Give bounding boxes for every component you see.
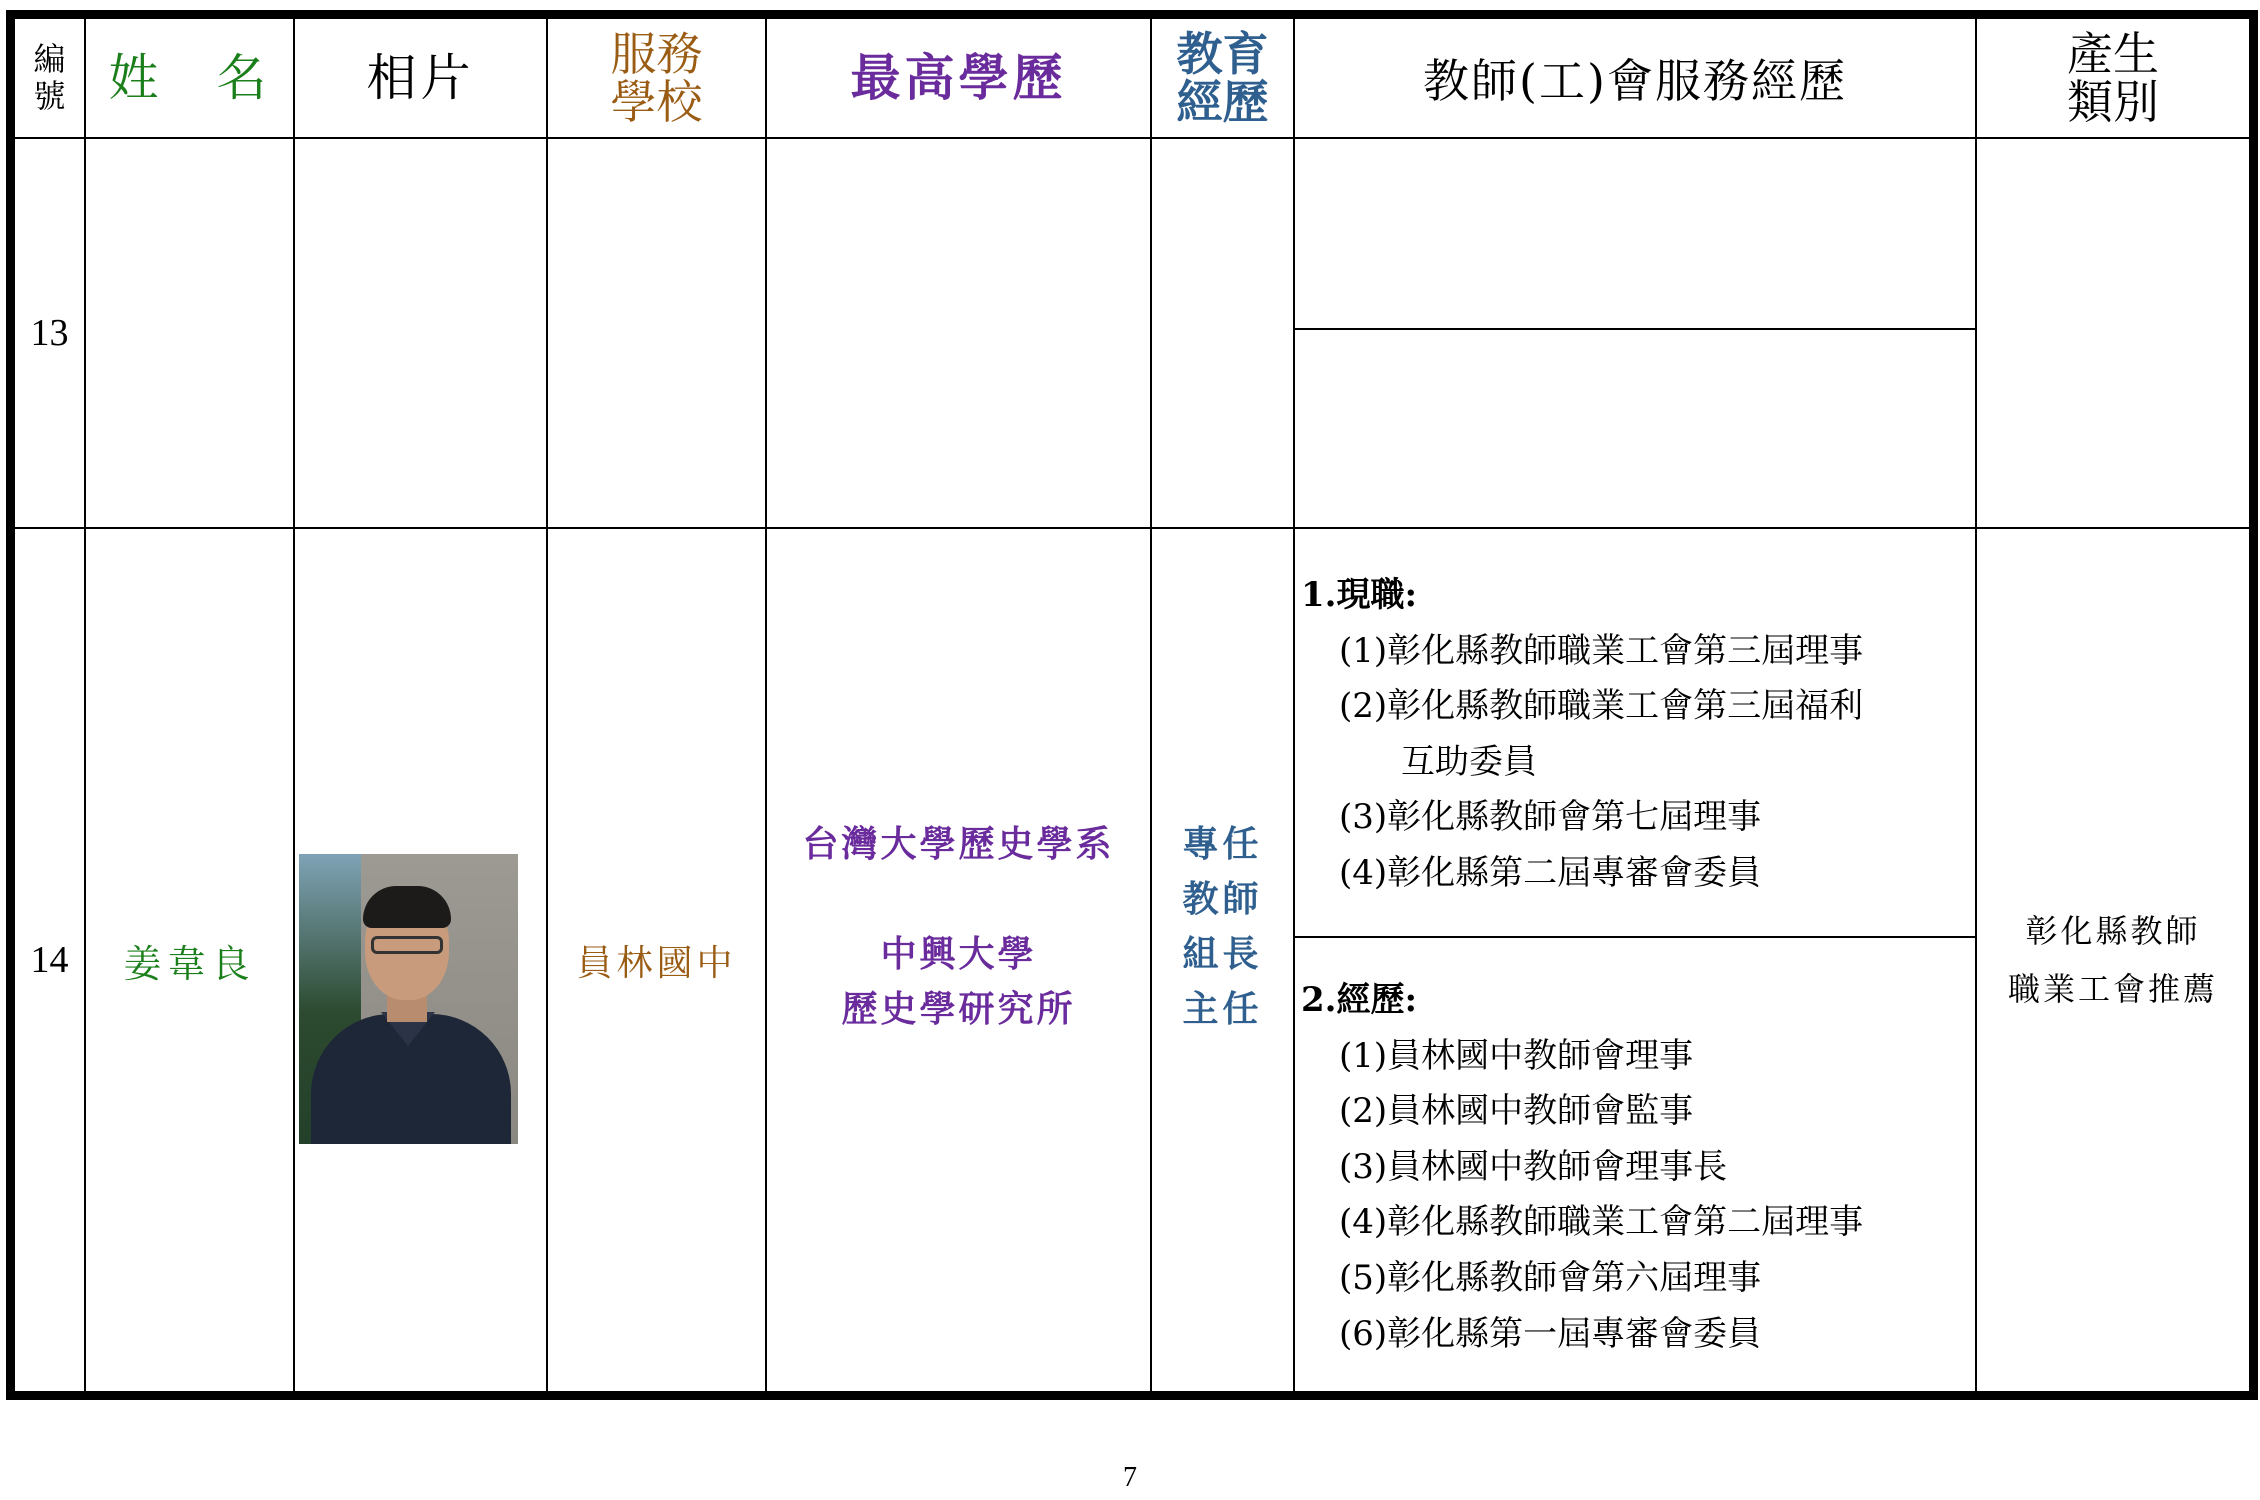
past-item: (5)彰化縣教師會第六屆理事: [1339, 1257, 1762, 1298]
page-number: 7: [1123, 1462, 1137, 1493]
current-positions: [1301, 568, 1971, 902]
photo-glasses: [371, 936, 443, 954]
past-experience: [1301, 973, 1971, 1362]
past-title: 2.經歷:: [1301, 980, 1418, 1020]
header-teaching: [1152, 19, 1293, 137]
header-name: [86, 19, 293, 137]
current-title: 1.現職:: [1301, 575, 1418, 615]
header-education: [767, 19, 1150, 137]
current-item: (3)彰化縣教師會第七屆理事: [1339, 797, 1762, 838]
education-line: 歷史學研究所: [841, 988, 1076, 1030]
column-divider: [1293, 19, 1295, 1391]
header-school: [548, 19, 765, 137]
header-photo-label: 相片: [366, 48, 475, 107]
current-item: (4)彰化縣第二屆專審會委員: [1339, 852, 1762, 893]
column-divider: [293, 19, 295, 1391]
header-category: [1977, 19, 2249, 137]
header-number: [15, 19, 84, 137]
candidate-category: [1977, 529, 2249, 1391]
candidate-education: [767, 529, 1150, 1391]
category-line: 彰化縣教師: [2025, 912, 2201, 950]
teaching-line: 組長: [1182, 933, 1263, 975]
header-divider: [15, 137, 2249, 139]
education-line: 台灣大學歷史學系: [802, 823, 1115, 865]
candidate-photo: [299, 854, 518, 1144]
row-number-value: 14: [30, 939, 69, 981]
past-item: (6)彰化縣第一屆專審會委員: [1339, 1313, 1762, 1354]
candidate-school: [548, 529, 765, 1391]
header-category-line2: 類別: [2067, 75, 2159, 129]
header-teaching-line2: 經歷: [1176, 75, 1269, 129]
header-number-line2: 號: [33, 77, 66, 115]
header-category-line1: 產生: [2067, 26, 2159, 81]
header-school-line2: 學校: [610, 75, 703, 129]
past-item: (3)員林國中教師會理事長: [1339, 1146, 1728, 1187]
current-item: (1)彰化縣教師職業工會第三屆理事: [1339, 630, 1864, 671]
past-item: (1)員林國中教師會理事: [1339, 1035, 1694, 1076]
teaching-line: 教師: [1182, 878, 1263, 920]
past-item: (2)員林國中教師會監事: [1339, 1091, 1694, 1132]
candidate-teaching: [1152, 529, 1293, 1391]
header-union-service: [1295, 19, 1975, 137]
header-union-service-label: 教師(工)會服務經歷: [1423, 54, 1847, 108]
category-line: 職業工會推薦: [2007, 970, 2218, 1008]
education-line: 中興大學: [880, 933, 1037, 975]
teaching-line: 主任: [1182, 988, 1263, 1030]
candidate-name: [86, 529, 293, 1391]
teaching-line: 專任: [1182, 823, 1263, 865]
candidate-school-value: 員林國中: [576, 942, 737, 984]
header-photo: [295, 19, 546, 137]
row-number-value: 13: [30, 312, 69, 354]
header-teaching-line1: 教育: [1176, 26, 1269, 81]
photo-hair: [363, 886, 451, 928]
sub-row-divider: [1293, 936, 1975, 938]
header-number-line1: 編: [33, 40, 66, 79]
header-education-label: 最高學歷: [850, 47, 1067, 107]
current-item: (2)彰化縣教師職業工會第三屆福利: [1339, 686, 1864, 727]
header-name-label: 姓 名: [108, 48, 271, 107]
sub-row-divider: [1293, 328, 1975, 330]
header-school-line1: 服務: [610, 26, 703, 81]
candidate-name-value: 姜韋良: [123, 941, 256, 986]
row-number: [15, 529, 84, 1391]
past-item: (4)彰化縣教師職業工會第二屆理事: [1339, 1202, 1864, 1243]
current-item-continuation: 互助委員: [1401, 741, 1537, 782]
row-number: [15, 139, 84, 527]
